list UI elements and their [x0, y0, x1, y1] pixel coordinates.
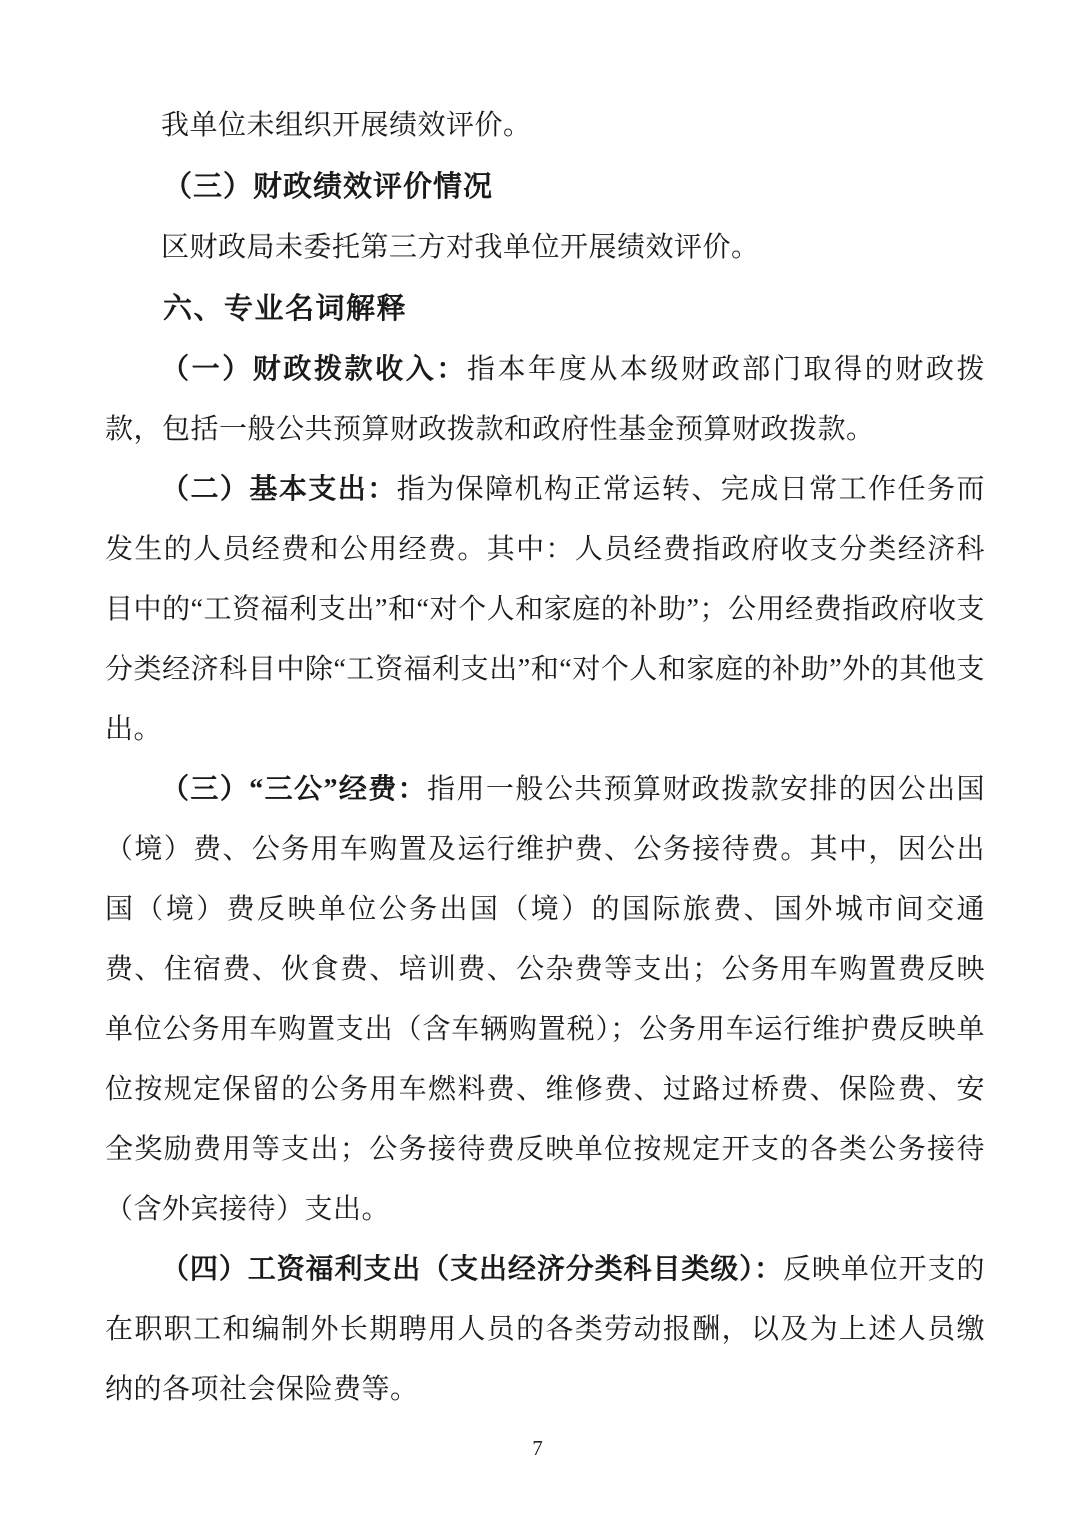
paragraph-text: 区财政局未委托第三方对我单位开展绩效评价。 — [161, 232, 760, 263]
document-body — [105, 96, 985, 1420]
paragraph-performance-evaluation-status — [105, 96, 985, 156]
term-paragraph-basic-expenditure — [105, 460, 985, 760]
term-lead: （四）工资福利支出（支出经济分类科目类级）： — [161, 1254, 784, 1285]
term-definition: 指为保障机构正常运转、完成日常工作任务而发生的人员经费和公用经费。其中：人员经费指政府收支分类经济科目中的“工资福利支出”和“对个人和家庭的补助”；公用经费指政府收支分类经济科目中除“工资福利支出”和“对个人和家庭的补助”外的其他支出。 — [105, 474, 985, 745]
term-definition: 指用一般公共预算财政拨款安排的因公出国（境）费、公务用车购置及运行维护费、公务接待费。其中，因公出国（境）费反映单位公务出国（境）的国际旅费、国外城市间交通费、住宿费、伙食费、培训费、公杂费等支出；公务用车购置费反映单位公务用车购置支出（含车辆购置税）；公务用车运行维护费反映单位按规定保留的公务用车燃料费、维修费、过路过桥费、保险费、安全奖励费用等支出；公务接待费反映单位按规定开支的各类公务接待（含外宾接待）支出。 — [105, 774, 985, 1225]
term-lead: （三）“三公”经费： — [161, 774, 428, 805]
term-paragraph-salary-welfare-expenditure — [105, 1240, 985, 1420]
section-heading-fiscal-performance-evaluation: （三）财政绩效评价情况 — [163, 171, 494, 203]
term-paragraph-fiscal-appropriation-income — [105, 340, 985, 460]
term-lead: （二）基本支出： — [161, 474, 397, 505]
term-lead: （一）财政拨款收入： — [161, 354, 467, 385]
term-paragraph-three-public-expenses — [105, 760, 985, 1240]
section-heading-terminology: 六、专业名词解释 — [163, 293, 408, 325]
paragraph-finance-bureau-status — [105, 218, 985, 278]
paragraph-text: 我单位未组织开展绩效评价。 — [161, 110, 532, 141]
page-number: 7 — [532, 1436, 543, 1460]
term-definition: 反映单位开支的在职职工和编制外长期聘用人员的各类劳动报酬，以及为上述人员缴纳的各项社会保险费等。 — [105, 1254, 985, 1405]
term-definition: 指本年度从本级财政部门取得的财政拨款，包括一般公共预算财政拨款和政府性基金预算财政拨款。 — [105, 354, 985, 445]
